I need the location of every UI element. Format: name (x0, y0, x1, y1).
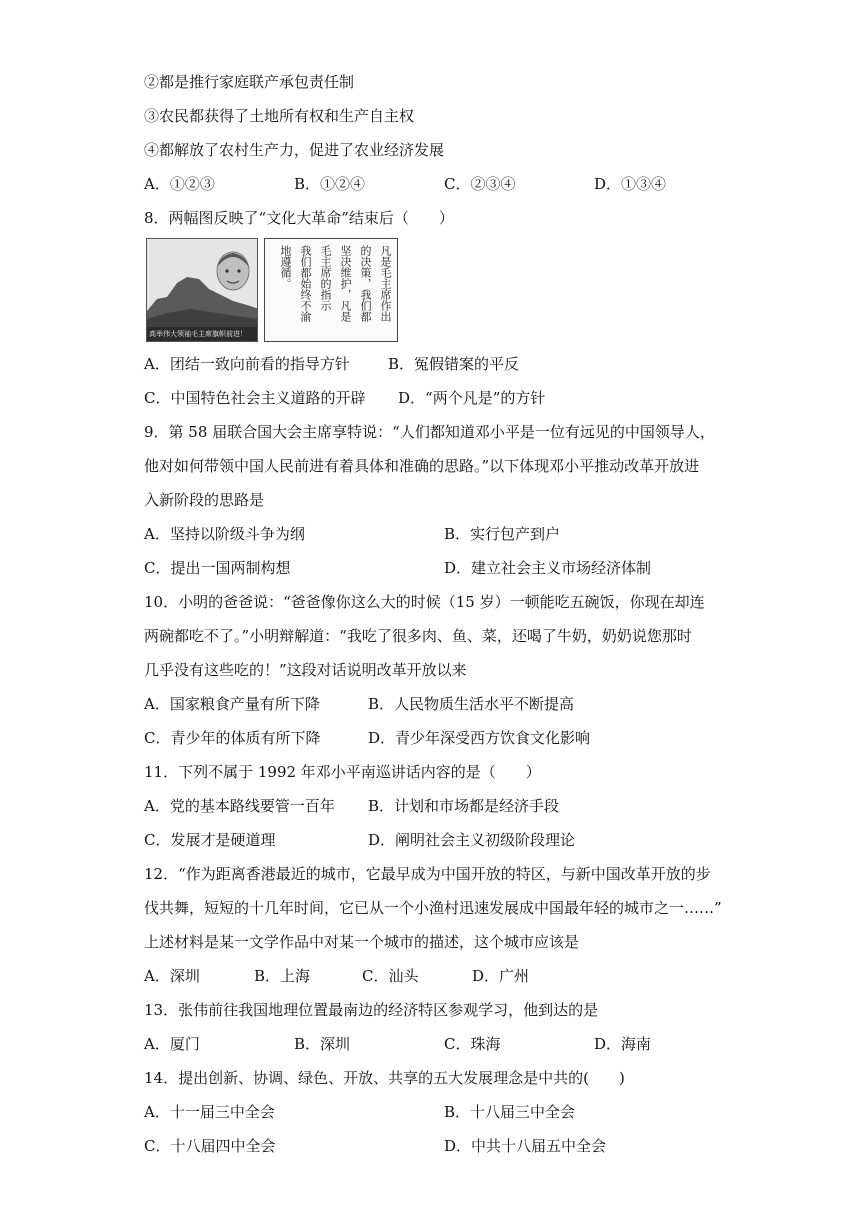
q7-statement-2: ②都是推行家庭联产承包责任制 (144, 73, 355, 91)
q8-figure (146, 238, 398, 342)
q8-option-c: C．中国特色社会主义道路的开辟 (144, 389, 366, 407)
photo-caption: 高举伟大领袖毛主席旗帜前进！ (149, 330, 247, 338)
q7-option-b: B．①②④ (294, 175, 366, 193)
q12-option-d: D．广州 (472, 967, 530, 985)
q13-option-a: A．厦门 (144, 1035, 200, 1053)
q9-option-a: A．坚持以阶级斗争为纲 (144, 525, 305, 543)
q7-option-a: A．①②③ (144, 175, 215, 193)
q13-option-c: C．珠海 (444, 1035, 501, 1053)
q12-stem-line-3: 上述材料是某一文学作品中对某一个城市的描述，这个城市应该是 (144, 933, 580, 951)
q14-option-b: B．十八届三中全会 (444, 1103, 576, 1121)
q11-option-c: C．发展才是硬道理 (144, 831, 276, 849)
portrait-photo (146, 238, 258, 342)
q7-statement-4: ④都解放了农村生产力，促进了农业经济发展 (144, 141, 445, 159)
q12-option-a: A．深圳 (144, 967, 200, 985)
poster-column-3: 坚决维护，凡是 (339, 245, 352, 322)
q9-stem-line-1: 9．第 58 届联合国大会主席享特说：“人们都知道邓小平是一位有远见的中国领导人， (144, 423, 715, 441)
q8-option-b: B．冤假错案的平反 (388, 355, 520, 373)
q13-option-b: B．深圳 (294, 1035, 351, 1053)
q10-stem-line-2: 两碗都吃不了。”小明辩解道：“我吃了很多肉、鱼、菜，还喝了牛奶，奶奶说您那时 (144, 627, 692, 645)
q14-option-c: C．十八届四中全会 (144, 1137, 276, 1155)
q14-stem: 14．提出创新、协调、绿色、开放、共享的五大发展理念是中共的( ) (144, 1069, 625, 1087)
poster-column-6: 地遵循。 (279, 245, 292, 289)
q11-option-a: A．党的基本路线要管一百年 (144, 797, 335, 815)
q8-stem: 8．两幅图反映了“文化大革命”结束后（ ） (144, 209, 454, 227)
q14-option-d: D．中共十八届五中全会 (444, 1137, 607, 1155)
q12-stem-line-2: 伐共舞，短短的十几年时间，它已从一个小渔村迅速发展成中国最年轻的城市之一……” (144, 899, 722, 917)
q9-option-c: C．提出一国两制构想 (144, 559, 291, 577)
q8-option-d: D．“两个凡是”的方针 (398, 389, 546, 407)
poster-column-1: 凡是毛主席作出 (379, 245, 392, 322)
poster-column-2: 的决策，我们都 (359, 245, 372, 322)
q9-option-b: B．实行包产到户 (444, 525, 561, 543)
q12-option-b: B．上海 (254, 967, 311, 985)
q9-option-d: D．建立社会主义市场经济体制 (444, 559, 652, 577)
q7-option-d: D．①③④ (594, 175, 667, 193)
q9-stem-line-3: 入新阶段的思路是 (144, 491, 265, 509)
q12-stem-line-1: 12．“作为距离香港最近的城市，它最早成为中国开放的特区，与新中国改革开放的步 (144, 865, 711, 883)
q8-option-a: A．团结一致向前看的指导方针 (144, 355, 350, 373)
q10-stem-line-1: 10．小明的爸爸说：“爸爸像你这么大的时候（15 岁）一顿能吃五碗饭，你现在却连 (144, 593, 705, 611)
q12-option-c: C．汕头 (362, 967, 419, 985)
q11-stem: 11．下列不属于 1992 年邓小平南巡讲话内容的是（ ） (144, 763, 541, 781)
q10-option-d: D．青少年深受西方饮食文化影响 (368, 729, 591, 747)
q11-option-b: B．计划和市场都是经济手段 (368, 797, 560, 815)
q13-option-d: D．海南 (594, 1035, 652, 1053)
q10-option-a: A．国家粮食产量有所下降 (144, 695, 320, 713)
q10-option-c: C．青少年的体质有所下降 (144, 729, 321, 747)
slogan-poster (264, 238, 398, 342)
q11-option-d: D．阐明社会主义初级阶段理论 (368, 831, 576, 849)
poster-column-4: 毛主席的指示 (319, 245, 332, 311)
poster-column-5: 我们都始终不渝 (299, 245, 312, 322)
q7-statement-3: ③农民都获得了土地所有权和生产自主权 (144, 107, 415, 125)
q10-stem-line-3: 几乎没有这些吃的！”这段对话说明改革开放以来 (144, 661, 467, 679)
q9-stem-line-2: 他对如何带领中国人民前进有着具体和准确的思路。”以下体现邓小平推动改革开放进 (144, 457, 700, 475)
q14-option-a: A．十一届三中全会 (144, 1103, 275, 1121)
q7-option-c: C．②③④ (444, 175, 516, 193)
q10-option-b: B．人民物质生活水平不断提高 (368, 695, 575, 713)
q13-stem: 13．张伟前往我国地理位置最南边的经济特区参观学习，他到达的是 (144, 1001, 599, 1019)
